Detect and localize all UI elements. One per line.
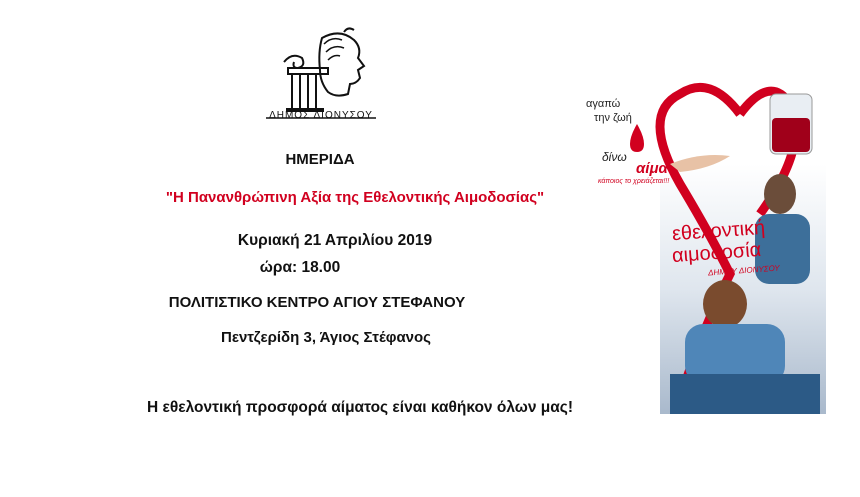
- event-heading: ΗΜΕΡΙΔΑ: [285, 151, 355, 168]
- poster-text-1: αγαπώ: [586, 98, 621, 110]
- event-venue: ΠΟΛΙΤΙΣΤΙΚΟ ΚΕΝΤΡΟ ΑΓΙΟΥ ΣΤΕΦΑΝΟΥ: [168, 294, 466, 311]
- event-address: Πεντζερίδη 3, Άγιος Στέφανος: [221, 329, 431, 346]
- poster-big-1: εθελοντική: [671, 216, 766, 246]
- poster-text-5: κάποιος το χρειάζεται!!!: [598, 178, 670, 185]
- event-time: ώρα: 18.00: [259, 259, 341, 276]
- event-title: "Η Πανανθρώπινη Αξία της Εθελοντικής Αιμοδοσίας": [165, 189, 545, 206]
- poster-text-4: αίμα: [636, 160, 668, 177]
- blood-donation-poster: [580, 74, 826, 414]
- event-date: Κυριακή 21 Απριλίου 2019: [237, 232, 433, 249]
- logo-caption: ΔΗΜΟΣ ΔΙΟΝΥΣΟΥ: [269, 110, 373, 121]
- event-slogan: Η εθελοντική προσφορά αίματος είναι καθήκον όλων μας!: [146, 399, 574, 416]
- poster-big-2: αιμοδοσία: [671, 238, 762, 268]
- poster-text-2: την ζωή: [594, 112, 632, 124]
- poster-sub: ΔΗΜΟΥ ΔΙΟΝΥΣΟΥ: [707, 263, 780, 278]
- poster-text-3: δίνω: [602, 150, 627, 164]
